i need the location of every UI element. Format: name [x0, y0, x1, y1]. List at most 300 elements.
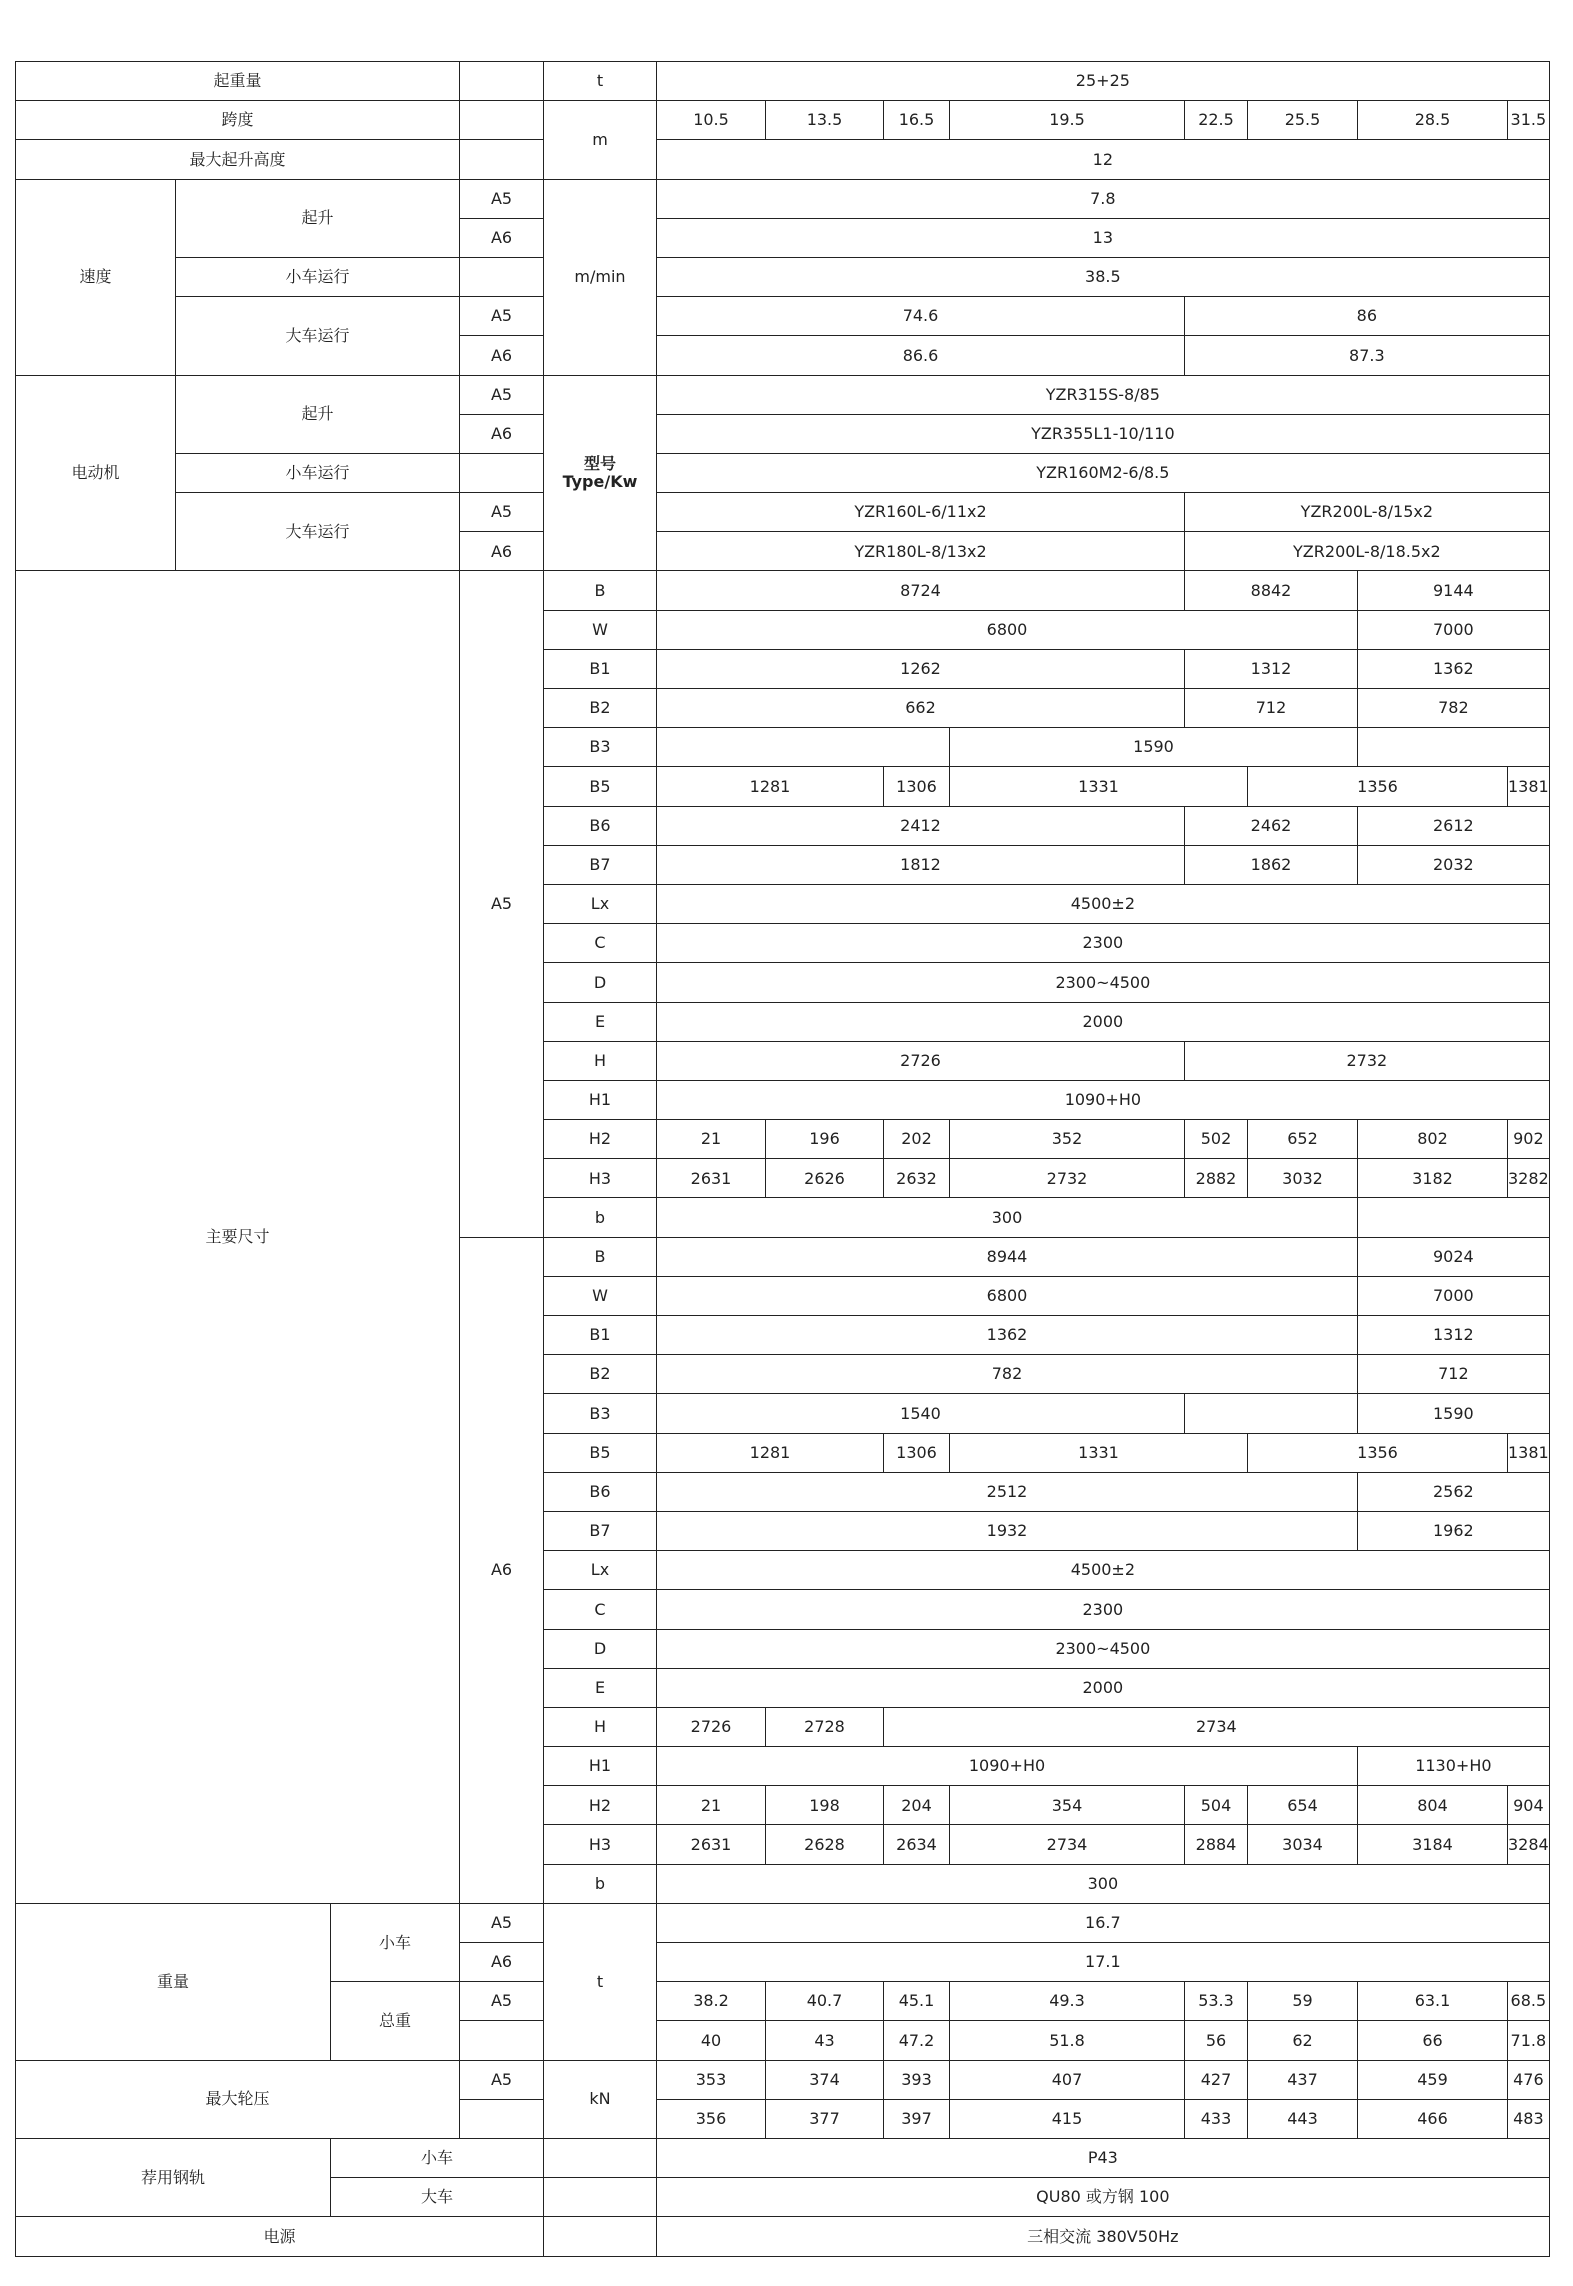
value-cell — [950, 767, 1248, 806]
value-cell — [657, 963, 1550, 1002]
value-cell — [1248, 1120, 1358, 1159]
value-cell — [950, 1159, 1185, 1198]
value-cell — [1358, 1982, 1508, 2021]
unit-cell — [544, 179, 657, 375]
cell-text: 393 — [901, 2069, 932, 2089]
spec-row — [16, 140, 1550, 179]
cell-text: YZR355L1-10/110 — [1031, 423, 1175, 443]
dimension-code — [544, 1198, 657, 1237]
cell-text: 459 — [1417, 2069, 1448, 2089]
value-cell — [657, 2060, 766, 2099]
cell-text: 3184 — [1412, 1834, 1453, 1854]
value-cell — [657, 767, 884, 806]
value-cell — [657, 2099, 766, 2138]
dimension-code — [544, 728, 657, 767]
value-cell — [884, 2099, 950, 2138]
empty-cell — [460, 453, 544, 492]
value-cell — [884, 1120, 950, 1159]
max-lift-height-label — [16, 140, 460, 179]
dimension-code — [544, 845, 657, 884]
cell-text: A5 — [490, 894, 513, 914]
cell-text: 22.5 — [1198, 110, 1234, 130]
cell-text: 1381 — [1508, 1442, 1549, 1462]
value-cell — [657, 336, 1185, 375]
span-value — [1508, 101, 1550, 140]
cell-text: 45.1 — [898, 1991, 935, 2011]
cell-text: 2734 — [1196, 1717, 1237, 1737]
unit-cell — [544, 375, 657, 571]
lift-capacity-label — [16, 62, 460, 101]
power-supply-label — [16, 2217, 544, 2256]
cell-text: 712 — [1255, 698, 1287, 718]
cell-text: 7000 — [1433, 619, 1474, 639]
cell-text: A6 — [490, 228, 513, 248]
cell-text: 大车运行 — [285, 326, 350, 346]
recommended-rail-label — [16, 2138, 331, 2216]
cell-text: 电源 — [263, 2226, 296, 2246]
cell-text: C — [594, 1599, 606, 1619]
dimension-code — [544, 1511, 657, 1550]
cell-text: YZR160M2-6/8.5 — [1036, 463, 1170, 483]
cell-text: 2726 — [900, 1050, 941, 1070]
cell-text: 1356 — [1357, 776, 1398, 796]
cell-text: 8842 — [1250, 580, 1292, 600]
cell-text: E — [594, 1011, 606, 1031]
cell-text: YZR180L-8/13x2 — [854, 541, 987, 561]
cell-text: 3282 — [1508, 1168, 1549, 1188]
value-cell — [1358, 1747, 1550, 1786]
value-cell — [657, 257, 1550, 296]
cell-text: 最大起升高度 — [189, 149, 286, 169]
cell-text: 17.1 — [1085, 1952, 1121, 1972]
value-cell — [1358, 571, 1550, 610]
cell-text: 电动机 — [71, 463, 120, 483]
dimension-code — [544, 924, 657, 963]
cell-text: 1262 — [900, 659, 941, 679]
cell-text: 28.5 — [1414, 110, 1451, 130]
value-cell — [1185, 336, 1550, 375]
span-value — [884, 101, 950, 140]
cell-text: 407 — [1051, 2069, 1083, 2089]
cell-text: 3182 — [1412, 1168, 1453, 1188]
cell-text: 904 — [1513, 1795, 1544, 1815]
value-cell — [657, 140, 1550, 179]
value-cell — [657, 610, 1358, 649]
cell-text: B6 — [589, 1482, 611, 1502]
value-cell — [657, 1002, 1550, 1041]
unit-cell — [544, 62, 657, 101]
cell-text: YZR200L-8/18.5x2 — [1293, 541, 1441, 561]
cell-text: kN — [589, 2089, 611, 2109]
value-cell — [657, 1276, 1358, 1315]
value-cell — [657, 1903, 1550, 1942]
duty-class-cell — [460, 375, 544, 414]
cell-text: P43 — [1087, 2148, 1118, 2168]
cell-text: 12 — [1092, 149, 1114, 169]
value-cell — [1185, 2021, 1248, 2060]
unit-cell — [544, 101, 657, 179]
cell-text: 483 — [1513, 2109, 1544, 2129]
value-cell — [1508, 1433, 1550, 1472]
cell-text: 437 — [1287, 2069, 1318, 2089]
empty-cell — [1185, 1394, 1358, 1433]
value-cell — [766, 1786, 884, 1825]
cell-text: 902 — [1513, 1129, 1544, 1149]
cell-text: 2612 — [1433, 815, 1474, 835]
duty-class-cell — [460, 1903, 544, 1942]
dimension-code — [544, 1590, 657, 1629]
dimension-code — [544, 689, 657, 728]
cell-text: E — [594, 1677, 606, 1697]
cell-text: 2882 — [1195, 1168, 1237, 1188]
cell-text: 2462 — [1250, 815, 1292, 835]
cell-text: YZR160L-6/11x2 — [854, 502, 987, 522]
cell-text: 63.1 — [1414, 1991, 1451, 2011]
cell-text: 10.5 — [693, 110, 729, 130]
dimension-code — [544, 1120, 657, 1159]
cell-text: 502 — [1200, 1129, 1232, 1149]
cell-text: t — [596, 71, 604, 91]
cell-text: B2 — [589, 1364, 611, 1384]
value-cell — [766, 1707, 884, 1746]
cell-text: 1281 — [749, 776, 791, 796]
cell-text: 主要尺寸 — [205, 1227, 270, 1247]
cell-text: 53.3 — [1198, 1991, 1234, 2011]
cell-text: H — [593, 1717, 607, 1737]
value-cell — [1185, 1786, 1248, 1825]
trolley-travel-label — [176, 453, 460, 492]
empty-cell — [460, 140, 544, 179]
spec-row — [16, 2138, 1550, 2177]
cell-text: 2631 — [690, 1834, 732, 1854]
value-cell — [1508, 1120, 1550, 1159]
cell-text: 43 — [814, 2030, 835, 2050]
value-cell — [657, 2178, 1550, 2217]
cell-text: 86 — [1356, 306, 1378, 326]
cell-text: 1130+H0 — [1415, 1756, 1492, 1776]
value-cell — [657, 1433, 884, 1472]
empty-cell — [460, 2099, 544, 2138]
value-cell — [1508, 2060, 1550, 2099]
value-cell — [950, 2099, 1185, 2138]
cell-text: 2732 — [1346, 1050, 1388, 1070]
dimension-code — [544, 963, 657, 1002]
value-cell — [657, 884, 1550, 923]
value-cell — [766, 2021, 884, 2060]
cell-text: H — [593, 1050, 607, 1070]
dimension-code — [544, 1080, 657, 1119]
value-cell — [1508, 1825, 1550, 1864]
duty-class-cell — [460, 1982, 544, 2021]
cell-text: 21 — [700, 1795, 722, 1815]
empty-cell — [544, 2217, 657, 2256]
crane-travel-label — [176, 493, 460, 571]
cell-text: A5 — [490, 1913, 513, 1933]
value-cell — [657, 1237, 1358, 1276]
value-cell — [657, 375, 1550, 414]
value-cell — [766, 1982, 884, 2021]
value-cell — [950, 2021, 1185, 2060]
value-cell — [1248, 1159, 1358, 1198]
value-cell — [766, 2060, 884, 2099]
value-cell — [657, 1943, 1550, 1982]
cell-text: 起重量 — [213, 71, 262, 91]
value-cell — [1185, 1159, 1248, 1198]
cell-text: 8944 — [986, 1246, 1028, 1266]
value-cell — [1508, 767, 1550, 806]
trolley-travel-label — [176, 257, 460, 296]
value-cell — [657, 1120, 766, 1159]
spec-row — [16, 571, 1550, 610]
value-cell — [657, 1472, 1358, 1511]
duty-class-cell — [460, 2060, 544, 2099]
cell-text: 300 — [1087, 1873, 1119, 1893]
cell-text: 356 — [695, 2109, 727, 2129]
value-cell — [1185, 532, 1550, 571]
cell-text: B2 — [589, 698, 611, 718]
cell-text: QU80 或方钢 100 — [1036, 2187, 1170, 2207]
cell-text: 40.7 — [806, 1991, 843, 2011]
cell-text: 1932 — [986, 1521, 1028, 1541]
spec-row — [16, 375, 1550, 414]
value-cell — [1508, 1786, 1550, 1825]
spec-row — [16, 297, 1550, 336]
cell-text: A5 — [490, 188, 513, 208]
spec-row — [16, 179, 1550, 218]
duty-class-cell — [460, 532, 544, 571]
value-cell — [657, 2021, 766, 2060]
value-cell — [657, 1590, 1550, 1629]
cell-text: 2512 — [986, 1482, 1028, 1502]
cell-text: 9144 — [1433, 580, 1474, 600]
cell-text: 三相交流 380V50Hz — [1027, 2226, 1179, 2246]
dimension-code — [544, 1472, 657, 1511]
value-cell — [950, 1433, 1248, 1472]
value-cell — [657, 1080, 1550, 1119]
value-cell — [657, 571, 1185, 610]
cell-text: 38.5 — [1085, 267, 1121, 287]
value-cell — [1508, 2021, 1550, 2060]
empty-cell — [1358, 1198, 1550, 1237]
value-cell — [1248, 2021, 1358, 2060]
cell-text: 2300~4500 — [1055, 1638, 1151, 1658]
dimension-code — [544, 1316, 657, 1355]
value-cell — [950, 2060, 1185, 2099]
cell-text: 1590 — [1133, 737, 1174, 757]
cell-text: 504 — [1200, 1795, 1232, 1815]
duty-class-cell — [460, 218, 544, 257]
value-cell — [657, 1825, 766, 1864]
cell-text: 68.5 — [1510, 1991, 1547, 2011]
dimension-code — [544, 1276, 657, 1315]
value-cell — [657, 1355, 1358, 1394]
cell-text: 652 — [1287, 1129, 1318, 1149]
value-cell — [657, 1786, 766, 1825]
dimension-code — [544, 1355, 657, 1394]
value-cell — [1248, 767, 1508, 806]
cell-text: 7000 — [1433, 1286, 1474, 1306]
cell-text: H3 — [588, 1168, 612, 1188]
cell-text: A6 — [490, 1952, 513, 1972]
cell-text: 2726 — [690, 1717, 732, 1737]
cell-text: 2728 — [804, 1717, 845, 1737]
value-cell — [950, 1120, 1185, 1159]
value-cell — [1358, 1159, 1508, 1198]
spec-row — [16, 1903, 1550, 1942]
cell-text: 354 — [1051, 1795, 1083, 1815]
cell-text: W — [592, 619, 608, 639]
cell-text: A6 — [490, 1560, 513, 1580]
dimension-code — [544, 1002, 657, 1041]
value-cell — [1508, 1159, 1550, 1198]
cell-text: 662 — [905, 698, 936, 718]
spec-row — [16, 257, 1550, 296]
cell-text: 总重 — [378, 2011, 411, 2031]
dimension-code — [544, 1786, 657, 1825]
empty-cell — [460, 62, 544, 101]
value-cell — [657, 689, 1185, 728]
cell-text: 62 — [1292, 2030, 1313, 2050]
dimension-code — [544, 571, 657, 610]
cell-text: 1281 — [749, 1442, 791, 1462]
cell-text: 2032 — [1433, 855, 1474, 875]
duty-class-cell — [460, 336, 544, 375]
value-cell — [766, 2099, 884, 2138]
cell-text: 1090+H0 — [968, 1756, 1046, 1776]
value-cell — [657, 1316, 1358, 1355]
value-cell — [657, 179, 1550, 218]
cell-text: A6 — [490, 541, 513, 561]
value-cell — [884, 767, 950, 806]
crane-travel-label — [176, 297, 460, 375]
value-cell — [1358, 649, 1550, 688]
value-cell — [950, 1786, 1185, 1825]
value-cell — [657, 1707, 766, 1746]
span-value — [1248, 101, 1358, 140]
value-cell — [1248, 2099, 1358, 2138]
value-cell — [884, 1982, 950, 2021]
dimension-code — [544, 1668, 657, 1707]
cell-text: 2000 — [1082, 1677, 1124, 1697]
cell-text: 476 — [1513, 2069, 1544, 2089]
cell-text: 415 — [1051, 2109, 1083, 2129]
cell-text: 25+25 — [1075, 71, 1130, 91]
cell-text: 712 — [1438, 1364, 1469, 1384]
value-cell — [657, 2217, 1550, 2256]
spec-row — [16, 453, 1550, 492]
cell-text: 7.8 — [1090, 188, 1116, 208]
value-cell — [657, 453, 1550, 492]
cell-text: 782 — [991, 1364, 1023, 1384]
cell-text: A5 — [490, 2069, 513, 2089]
cell-text: W — [592, 1286, 608, 1306]
cell-text: 小车运行 — [285, 463, 350, 483]
span-value — [1185, 101, 1248, 140]
value-cell — [1358, 1511, 1550, 1550]
value-cell — [657, 532, 1185, 571]
dimension-code — [544, 649, 657, 688]
cell-text: 59 — [1292, 1991, 1313, 2011]
value-cell — [1358, 2099, 1508, 2138]
value-cell — [657, 2138, 1550, 2177]
value-cell — [1248, 1982, 1358, 2021]
cell-text: Lx — [590, 894, 610, 914]
value-cell — [1508, 1982, 1550, 2021]
value-cell — [1185, 2099, 1248, 2138]
cell-text: 小车 — [378, 1932, 411, 1952]
cell-text: Lx — [590, 1560, 610, 1580]
cell-text: 3032 — [1282, 1168, 1323, 1188]
cell-text: D — [593, 1638, 607, 1658]
hoisting-label — [176, 375, 460, 453]
value-cell — [884, 1433, 950, 1472]
cell-text: 71.8 — [1510, 2030, 1547, 2050]
cell-text: 654 — [1287, 1795, 1318, 1815]
cell-text: 4500±2 — [1070, 894, 1136, 914]
empty-cell — [460, 257, 544, 296]
value-cell — [1185, 493, 1550, 532]
value-cell — [657, 1747, 1358, 1786]
cell-text: 4500±2 — [1070, 1560, 1136, 1580]
value-cell — [884, 1159, 950, 1198]
cell-text: A5 — [490, 502, 513, 522]
value-cell — [766, 1159, 884, 1198]
cell-text: 2562 — [1433, 1482, 1474, 1502]
cell-text: 87.3 — [1349, 345, 1385, 365]
main-dimensions-label — [16, 571, 460, 1903]
cell-text: B3 — [589, 737, 611, 757]
value-cell — [1248, 2060, 1358, 2099]
spec-row — [16, 2060, 1550, 2099]
cell-text: 2300~4500 — [1055, 972, 1151, 992]
dimension-code — [544, 1551, 657, 1590]
cell-text: 荐用钢轨 — [140, 2167, 205, 2187]
cell-text: 377 — [809, 2109, 840, 2129]
value-cell — [1358, 1394, 1550, 1433]
dimension-code — [544, 884, 657, 923]
dimension-code — [544, 1041, 657, 1080]
spec-row — [16, 62, 1550, 101]
value-cell — [657, 297, 1185, 336]
cell-text: A6 — [490, 423, 513, 443]
cell-text: 196 — [809, 1129, 840, 1149]
cell-text: B1 — [589, 1325, 611, 1345]
crane-spec-table — [15, 61, 1550, 2257]
duty-class-cell — [460, 493, 544, 532]
value-cell — [657, 493, 1185, 532]
cell-text: B6 — [589, 815, 611, 835]
span-label — [16, 101, 460, 140]
value-cell — [1185, 297, 1550, 336]
value-cell — [884, 2060, 950, 2099]
dimension-code — [544, 806, 657, 845]
duty-class-cell — [460, 1237, 544, 1903]
cell-text: 重量 — [156, 1971, 189, 1991]
cell-text: 2628 — [804, 1834, 845, 1854]
cell-text: 2734 — [1046, 1834, 1088, 1854]
value-cell — [657, 1551, 1550, 1590]
cell-text: 起升 — [301, 208, 334, 228]
cell-text: B — [594, 1246, 606, 1266]
dimension-code — [544, 1747, 657, 1786]
cell-text: 1090+H0 — [1064, 1090, 1142, 1110]
cell-text: A5 — [490, 1991, 513, 2011]
span-value — [950, 101, 1185, 140]
span-value — [766, 101, 884, 140]
value-cell — [1358, 1825, 1508, 1864]
value-cell — [950, 728, 1358, 767]
value-cell — [657, 1198, 1358, 1237]
